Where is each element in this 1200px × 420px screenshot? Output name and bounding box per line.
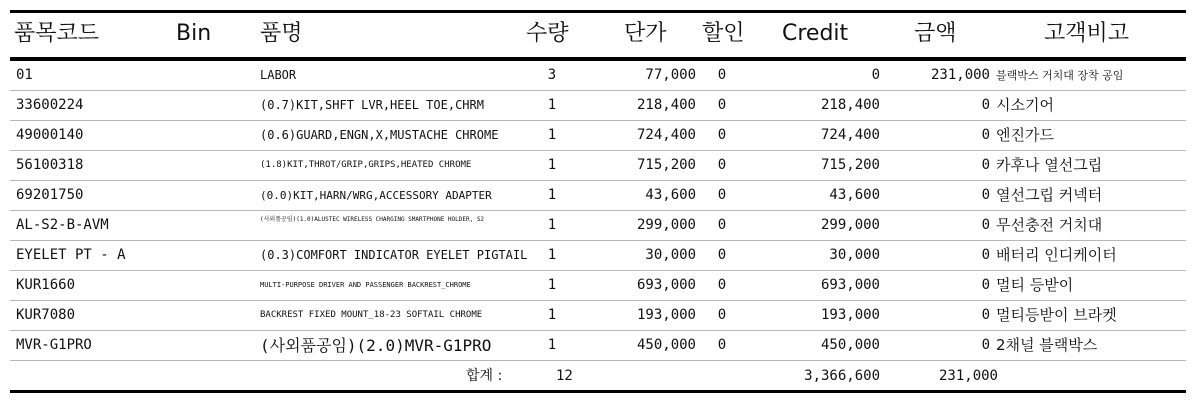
item-code: 01 [16, 67, 33, 83]
item-unit-price: 693,000 [636, 277, 696, 293]
item-amount: 0 [981, 127, 990, 143]
item-code: KUR7080 [16, 307, 76, 323]
header-credit: Credit [782, 21, 849, 46]
header-discount: 할인 [702, 21, 745, 46]
table-row [10, 121, 1186, 151]
item-discount: 0 [717, 277, 727, 293]
item-customer-note: 시소기어 [996, 96, 1054, 114]
item-code: KUR1660 [16, 277, 76, 293]
item-unit-price: 218,400 [636, 97, 696, 113]
table-row [10, 271, 1186, 301]
item-unit-price: 43,600 [645, 187, 696, 203]
table-row [10, 331, 1186, 361]
item-discount: 0 [717, 127, 727, 143]
item-amount: 0 [981, 247, 990, 263]
item-credit: 299,000 [820, 217, 880, 233]
total-quantity: 12 [556, 368, 573, 384]
item-amount: 0 [981, 97, 990, 113]
item-customer-note: 카후나 열선그립 [996, 156, 1103, 174]
item-credit: 193,000 [820, 307, 880, 323]
table-row [10, 61, 1186, 91]
item-customer-note: 배터리 인디케이터 [996, 246, 1117, 264]
total-credit: 3,366,600 [804, 368, 880, 384]
totals-row [10, 362, 1186, 390]
table-row [10, 211, 1186, 241]
item-customer-note: 무선충전 거치대 [996, 216, 1103, 234]
item-quantity: 1 [547, 187, 557, 203]
item-amount: 0 [981, 277, 990, 293]
item-name: (0.7)KIT,SHFT LVR,HEEL TOE,CHRM [260, 98, 484, 112]
item-amount: 0 [981, 337, 990, 353]
item-code: 49000140 [16, 127, 84, 143]
table-row [10, 181, 1186, 211]
header-quantity: 수량 [526, 21, 569, 46]
header-bin: Bin [176, 21, 212, 46]
item-code: EYELET PT - A [16, 247, 126, 263]
item-discount: 0 [717, 187, 727, 203]
item-unit-price: 724,400 [636, 127, 696, 143]
item-customer-note: 멀티 등받이 [996, 276, 1074, 294]
item-discount: 0 [717, 247, 727, 263]
item-credit: 715,200 [820, 157, 880, 173]
header-amount: 금액 [914, 21, 957, 46]
item-code: AL-S2-B-AVM [16, 217, 109, 233]
item-credit: 30,000 [829, 247, 880, 263]
item-unit-price: 715,200 [636, 157, 696, 173]
item-code: MVR-G1PRO [16, 337, 92, 353]
item-name: MULTI-PURPOSE DRIVER AND PASSENGER BACKREST_CHROME [260, 281, 471, 289]
item-customer-note: 블랙박스 거치대 장착 공임 [996, 69, 1124, 82]
item-customer-note: 열선그립 커넥터 [996, 186, 1103, 204]
table-body [10, 61, 1186, 361]
item-name: (사외품공임)(1.0)ALUSTEC WIRELESS CHARGING SMARTPHONE HOLDER, S2 [260, 216, 485, 223]
item-name: (0.3)COMFORT INDICATOR EYELET PIGTAIL [260, 248, 528, 262]
item-discount: 0 [717, 337, 727, 353]
item-quantity: 1 [547, 307, 557, 323]
item-discount: 0 [717, 217, 727, 233]
item-credit: 43,600 [829, 187, 880, 203]
item-name: (사외품공임)(2.0)MVR-G1PRO [260, 336, 492, 355]
header-item-code: 품목코드 [14, 21, 100, 46]
item-credit: 724,400 [820, 127, 880, 143]
table-row [10, 301, 1186, 331]
item-customer-note: 멀티등받이 브라켓 [996, 306, 1117, 324]
item-quantity: 1 [547, 97, 557, 113]
item-quantity: 1 [547, 247, 557, 263]
header-item-name: 품명 [260, 21, 303, 46]
item-code: 56100318 [16, 157, 84, 173]
item-quantity: 1 [547, 157, 557, 173]
item-discount: 0 [717, 157, 727, 173]
item-unit-price: 193,000 [636, 307, 696, 323]
item-amount: 0 [981, 307, 990, 323]
table-bottom-rule [10, 390, 1186, 393]
item-unit-price: 77,000 [645, 67, 696, 83]
item-unit-price: 450,000 [636, 337, 696, 353]
table-row [10, 91, 1186, 121]
item-code: 33600224 [16, 97, 84, 113]
item-credit: 450,000 [820, 337, 880, 353]
item-discount: 0 [717, 307, 727, 323]
item-quantity: 3 [547, 67, 557, 83]
item-name: (1.8)KIT,THROT/GRIP,GRIPS,HEATED CHROME [260, 160, 472, 170]
item-quantity: 1 [547, 337, 557, 353]
item-credit: 218,400 [820, 97, 880, 113]
item-name: LABOR [260, 68, 297, 82]
item-amount: 231,000 [930, 67, 990, 83]
item-quantity: 1 [547, 217, 557, 233]
item-amount: 0 [981, 157, 990, 173]
item-amount: 0 [981, 217, 990, 233]
item-name: (0.0)KIT,HARN/WRG,ACCESSORY ADAPTER [260, 189, 492, 202]
item-quantity: 1 [547, 277, 557, 293]
item-code: 69201750 [16, 187, 84, 203]
item-discount: 0 [717, 67, 727, 83]
total-amount: 231,000 [938, 368, 998, 384]
table-top-rule [10, 10, 1186, 13]
header-unit-price: 단가 [624, 21, 667, 46]
item-customer-note: 2채널 블랙박스 [996, 336, 1098, 354]
item-credit: 0 [871, 67, 880, 83]
item-customer-note: 엔진가드 [996, 126, 1054, 144]
item-unit-price: 30,000 [645, 247, 696, 263]
header-customer-note: 고객비고 [1044, 21, 1130, 46]
item-amount: 0 [981, 187, 990, 203]
item-discount: 0 [717, 97, 727, 113]
item-unit-price: 299,000 [636, 217, 696, 233]
item-credit: 693,000 [820, 277, 880, 293]
item-name: (0.6)GUARD,ENGN,X,MUSTACHE CHROME [260, 128, 499, 142]
totals-label: 합계 : [466, 368, 503, 384]
item-quantity: 1 [547, 127, 557, 143]
item-name: BACKREST FIXED MOUNT_18-23 SOFTAIL CHROME [260, 310, 483, 320]
table-row [10, 151, 1186, 181]
table-row [10, 241, 1186, 271]
